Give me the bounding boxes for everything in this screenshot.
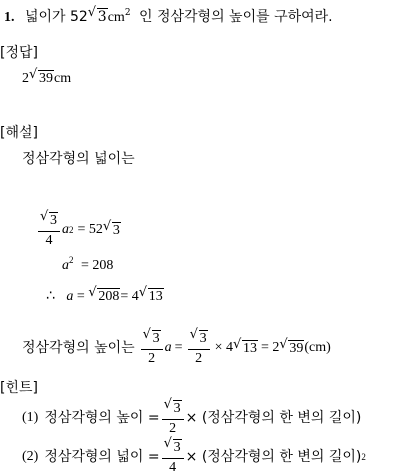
solution-equation-2: $a^2 = 208$ [62, 255, 114, 273]
therefore-symbol: ∴ [46, 288, 55, 304]
problem-text-after: 인 정삼각형의 높이를 구하여라. [139, 9, 333, 25]
eq1-var: a [62, 222, 69, 238]
height-fraction-1: √ $\frac{3}{2}$ [141, 330, 163, 366]
problem-statement [4, 8, 333, 25]
hint-2-fraction: √ $\frac{3}{4}$ [162, 439, 184, 475]
problem-text-before: 넓이가 52 [24, 9, 88, 25]
problem-radical: √ 3 [88, 8, 108, 25]
solution-equation-1: √ $\frac{3}{4}$ a 2 = 52 √ 3 [36, 212, 121, 248]
hint-label: [힌트] [0, 380, 38, 396]
solution-intro: 정삼각형의 넓이는 [22, 151, 135, 167]
eq1-rhs: = 52 [77, 222, 103, 238]
height-fraction-2: √ $\frac{3}{2}$ [188, 330, 210, 366]
solution-height-equation: 정삼각형의 높이는 √ $\frac{3}{2}$ a = √ $\frac{3}{2}$ × 4 √ 13 = 2 √ 39 (cm) [22, 330, 331, 366]
hint-item-2: (2) 정삼각형의 넓이 = √ $\frac{3}{4}$ × (정삼각형의 한 변의 길이) 2 [22, 439, 366, 475]
problem-unit-exp: 2 [124, 8, 131, 18]
answer-value [22, 70, 71, 87]
problem-number: 1. [4, 10, 15, 25]
problem-unit: cm [107, 10, 125, 25]
solution-label: [해설] [0, 125, 38, 141]
answer-radical: √ 39 [29, 70, 54, 87]
eq1-fraction: √ $\frac{3}{4}$ [38, 212, 60, 248]
answer-label: [정답] [0, 45, 38, 61]
hint-item-1: (1) 정삼각형의 높이 = √ $\frac{3}{2}$ × (정삼각형의 한 변의 길이) [22, 400, 361, 436]
answer-unit: cm [54, 71, 72, 86]
answer-coef: 2 [22, 71, 29, 86]
solution-equation-3: ∴ a = √ 208= 4√ 13 [46, 288, 164, 305]
height-intro: 정삼각형의 높이는 [22, 340, 135, 357]
hint-1-fraction: √ $\frac{3}{2}$ [162, 400, 184, 436]
